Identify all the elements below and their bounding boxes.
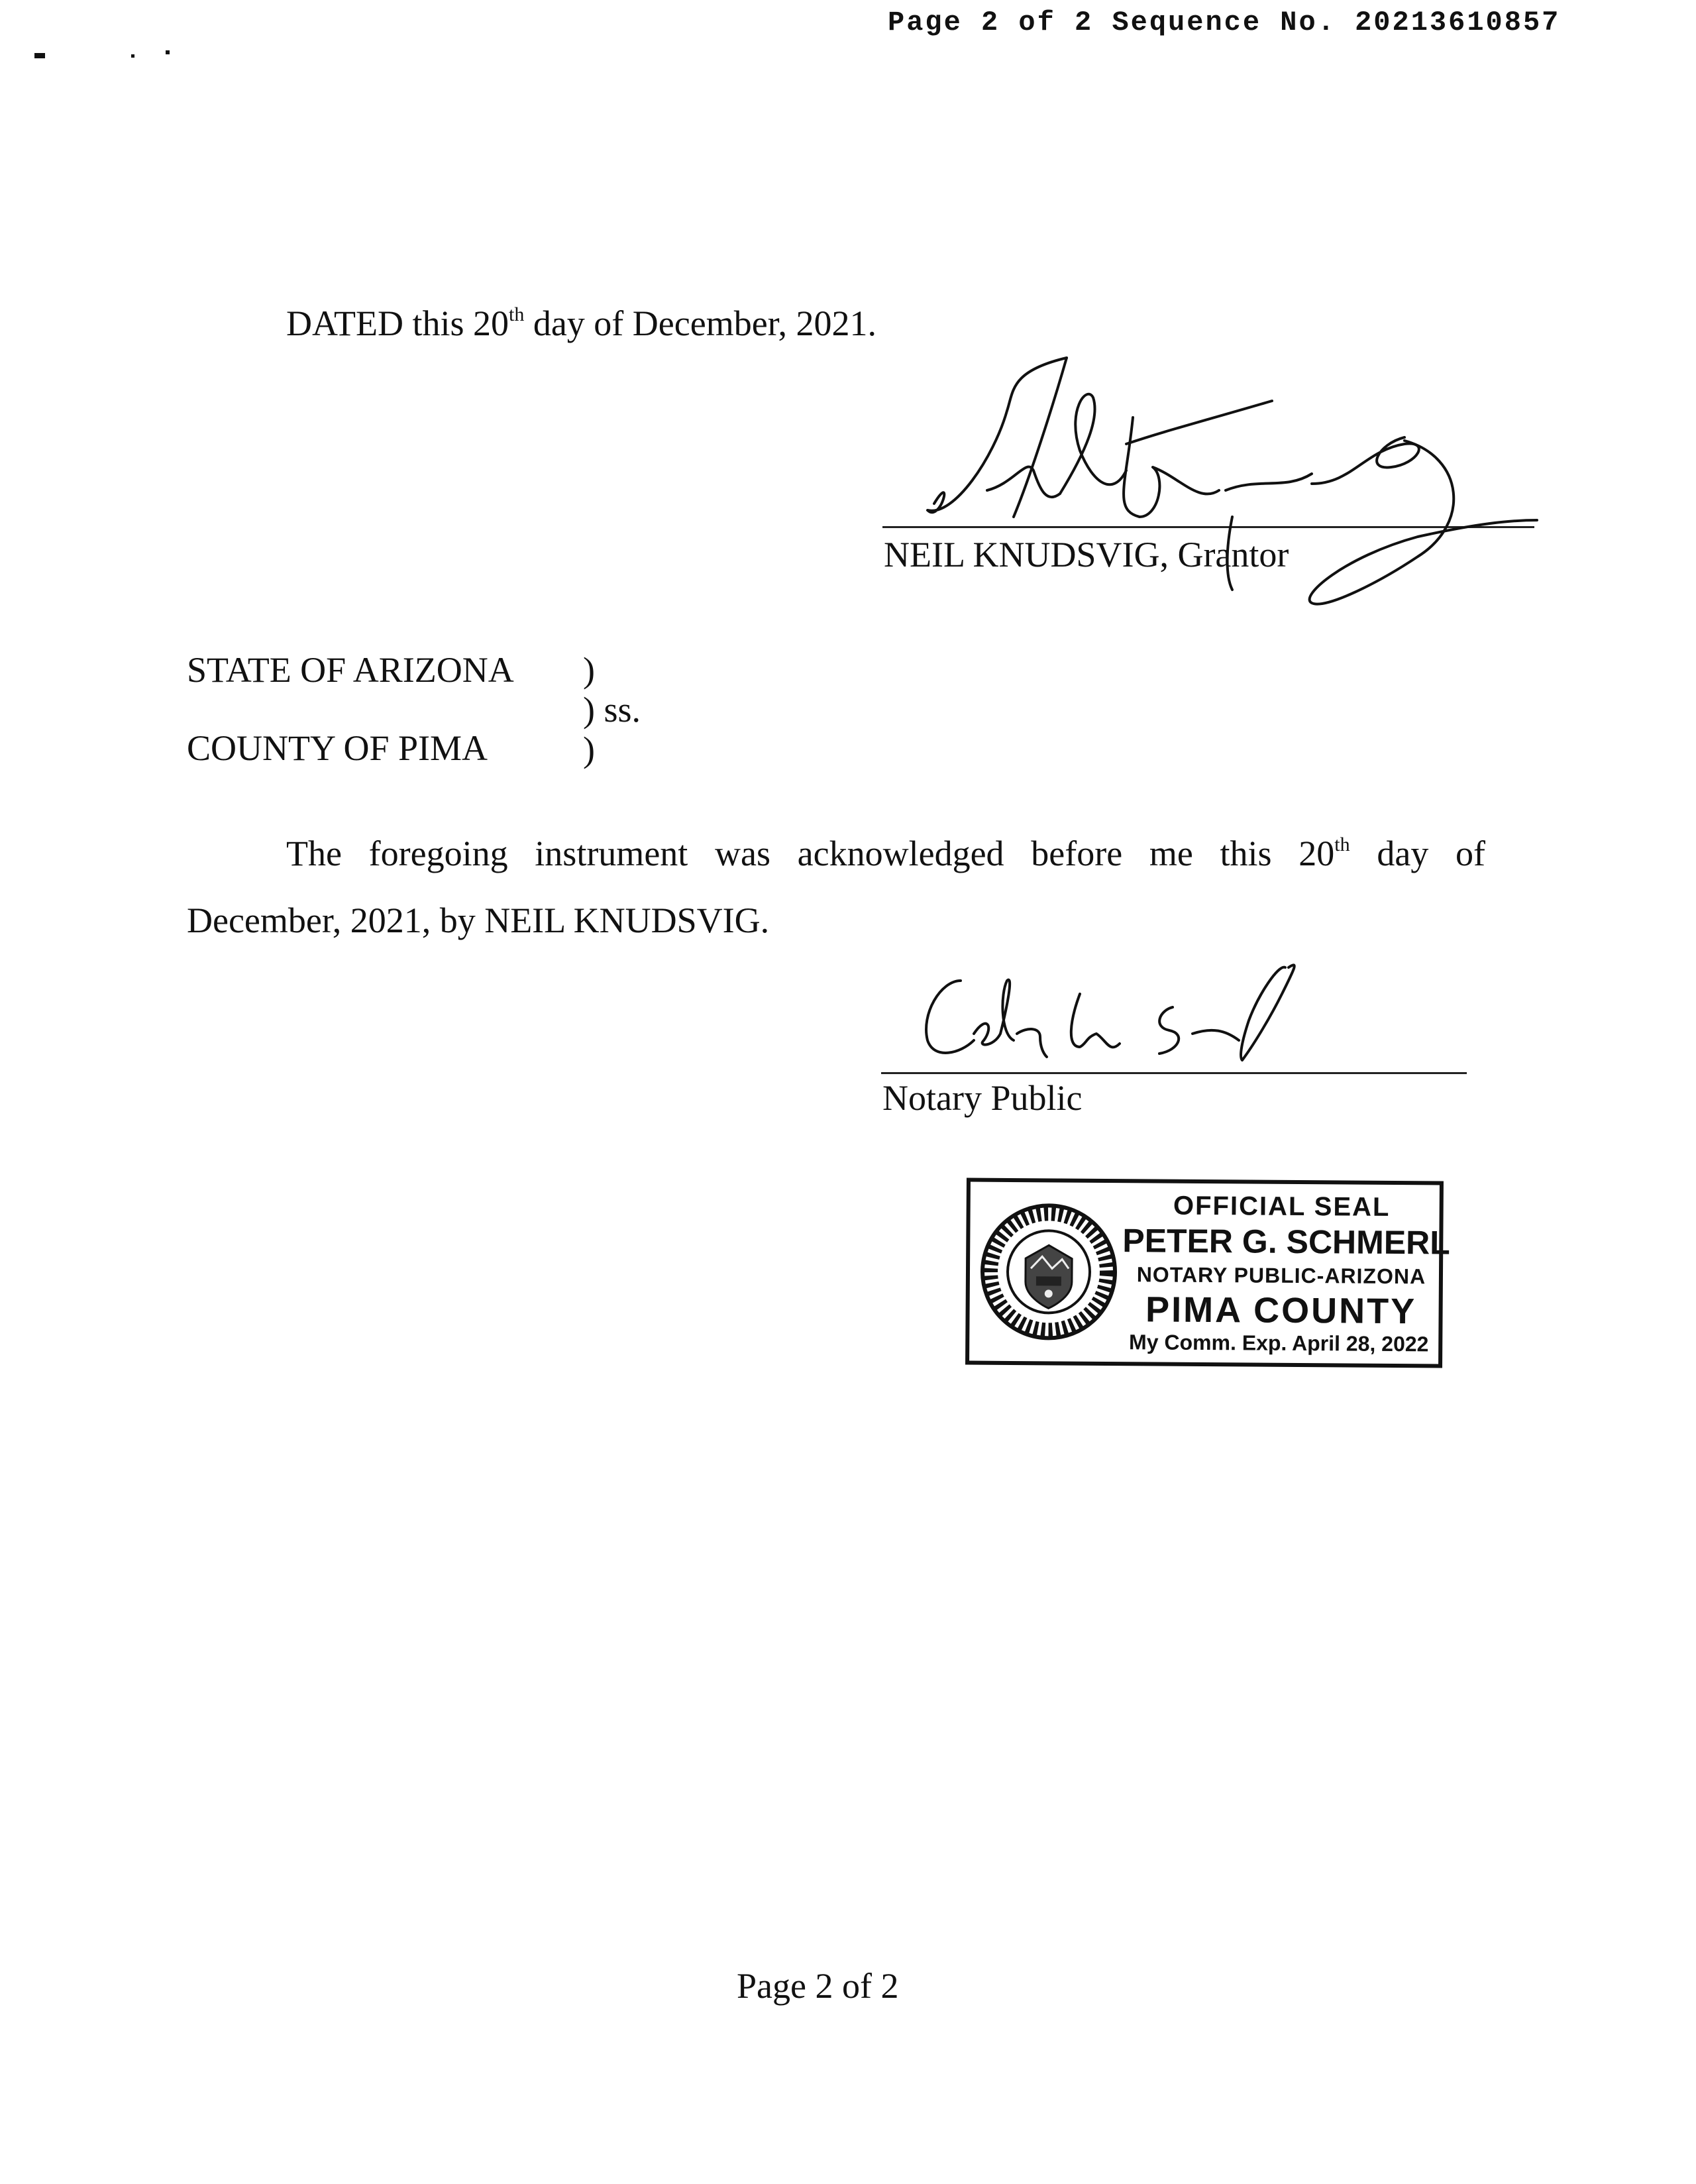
grantor-label: NEIL KNUDSVIG, Grantor bbox=[884, 535, 1289, 574]
ack-prefix: The foregoing instrument was acknowledged before me this 20 bbox=[286, 834, 1335, 873]
dated-ordinal: th bbox=[509, 303, 525, 325]
scan-mark bbox=[34, 53, 45, 58]
seal-commission-expiry: My Comm. Exp. April 28, 2022 bbox=[1128, 1330, 1429, 1356]
seal-notary-name: PETER G. SCHMERL bbox=[1122, 1222, 1451, 1262]
grantor-signature bbox=[914, 351, 1550, 629]
dated-line bbox=[286, 305, 876, 341]
seal-notary-role: NOTARY PUBLIC-ARIZONA bbox=[1136, 1262, 1426, 1289]
seal-title: OFFICIAL SEAL bbox=[1173, 1191, 1391, 1222]
ack-ordinal: th bbox=[1334, 834, 1350, 855]
ack-suffix: day of bbox=[1350, 834, 1486, 873]
acknowledgment-line-2: December, 2021, by NEIL KNUDSVIG. bbox=[187, 901, 770, 940]
scan-mark bbox=[166, 50, 170, 54]
venue-state: STATE OF ARIZONA bbox=[187, 650, 514, 690]
seal-county: PIMA COUNTY bbox=[1145, 1289, 1417, 1332]
notary-seal bbox=[965, 1177, 1451, 1368]
venue-paren-top: ) bbox=[583, 650, 595, 690]
page-footer: Page 2 of 2 bbox=[737, 1966, 899, 2006]
venue-county: COUNTY OF PIMA bbox=[187, 728, 488, 768]
recording-stamp: Page 2 of 2 Sequence No. 20213610857 bbox=[888, 7, 1561, 38]
arizona-seal-emblem-icon bbox=[979, 1202, 1118, 1342]
dated-prefix: DATED this 20 bbox=[286, 303, 509, 343]
venue-paren-ss: ) ss. bbox=[583, 690, 641, 730]
dated-suffix: day of December, 2021. bbox=[524, 303, 876, 343]
notary-signature bbox=[908, 954, 1318, 1073]
notary-label: Notary Public bbox=[882, 1078, 1083, 1118]
notary-signature-line bbox=[881, 1072, 1467, 1074]
acknowledgment-line-1 bbox=[286, 835, 1485, 871]
venue-paren-bottom: ) bbox=[583, 730, 595, 769]
scan-mark bbox=[131, 54, 134, 58]
